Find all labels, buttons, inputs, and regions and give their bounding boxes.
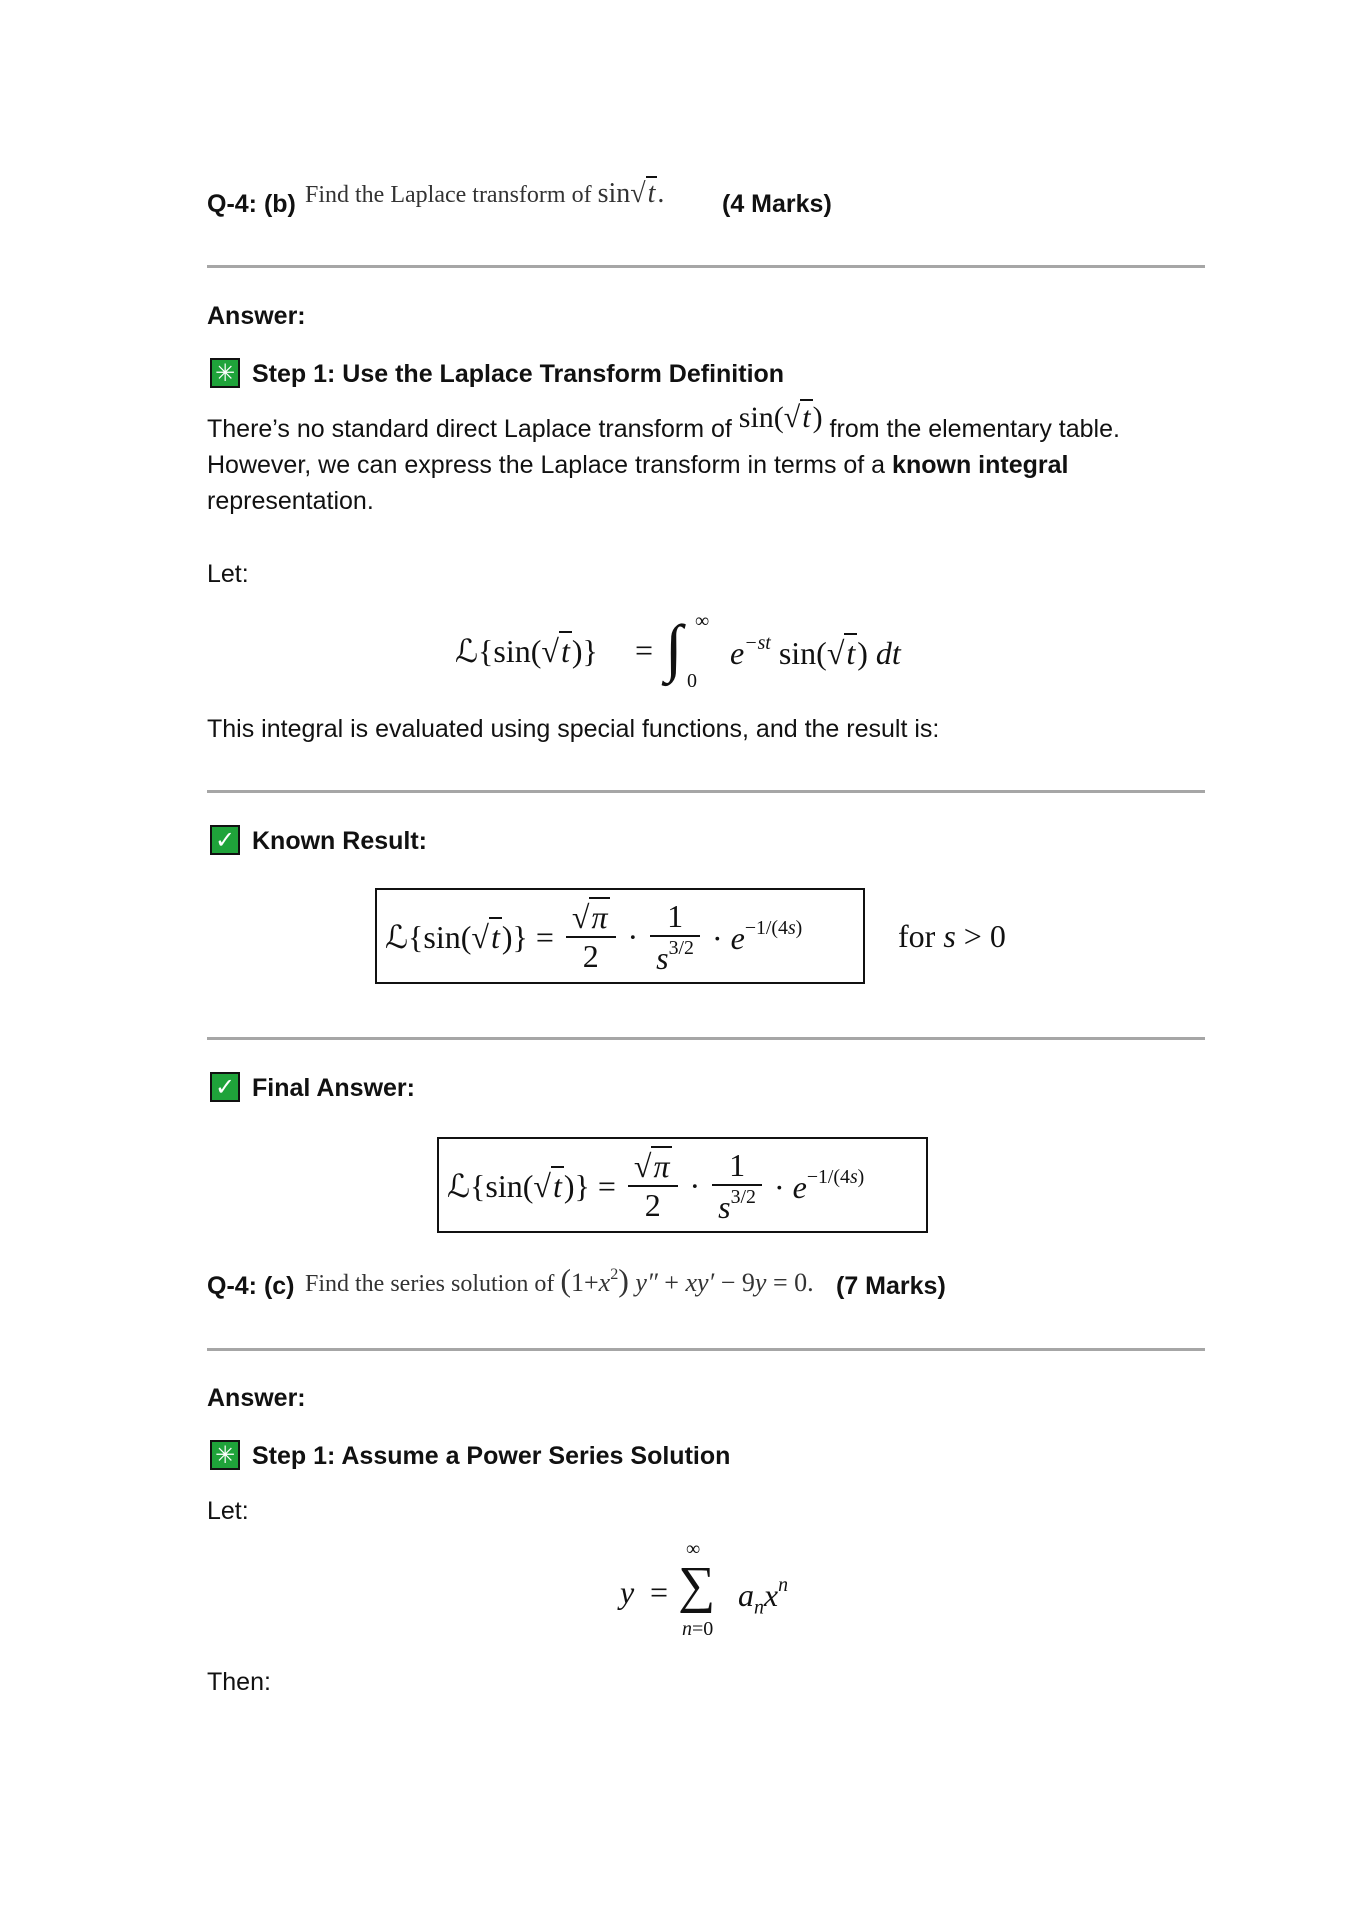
- paragraph-text: from the elementary table.: [829, 415, 1120, 443]
- question-label-q4c: Q-4: (c): [207, 1272, 295, 1300]
- inline-math: sin(√t): [738, 401, 823, 434]
- paragraph-text: However, we can express the Laplace transform in terms of a: [207, 451, 886, 479]
- final-formula: ℒ{sin(√t)} = $\frac{√\pi}{2}$ · $\frac{1}{s^{3/2}}$ · $e^{-1/(4s)}$: [447, 1147, 865, 1225]
- question-label-q4b: Q-4: (b): [207, 190, 296, 218]
- section-title: Final Answer:: [252, 1074, 415, 1102]
- question-text-q4b: [305, 178, 664, 210]
- step-title: Step 1: Use the Laplace Transform Definition: [252, 360, 785, 388]
- paragraph-text: There’s no standard direct Laplace transform of: [207, 415, 732, 443]
- step-title: Step 1: Assume a Power Series Solution: [252, 1442, 731, 1470]
- divider: [207, 1037, 1205, 1040]
- condition: for s > 0: [898, 918, 1006, 954]
- divider: [207, 265, 1205, 268]
- integral-equation: ℒ{sin(√t)} = ∫ ∞ 0 $e^{-st}$ sin(√t) dt: [455, 610, 901, 692]
- question-text: Find the Laplace transform of: [305, 182, 592, 208]
- condition-text: for: [898, 918, 936, 954]
- power-series-equation: y = ∑ ∞ n=0 $a_nx^n$: [620, 1538, 789, 1640]
- question-marks-q4b: (4 Marks): [722, 190, 832, 218]
- final-answer-box: [437, 1137, 928, 1233]
- question-math: sin√t.: [597, 178, 665, 209]
- question-math: $(1+x^2) y'' + xy' - 9y = 0$.: [560, 1262, 814, 1298]
- section-title: Known Result:: [252, 827, 427, 855]
- checkmark-icon: ✓: [210, 825, 240, 855]
- result-box: [375, 888, 865, 984]
- integral-note: This integral is evaluated using special functions, and the result is:: [207, 715, 940, 743]
- then-label: Then:: [207, 1668, 271, 1696]
- divider: [207, 790, 1205, 793]
- sparkle-icon: ✳: [210, 1440, 240, 1470]
- divider: [207, 1348, 1205, 1351]
- result-formula: ℒ{sin(√t)} = $\frac{√\pi}{2}$ · $\frac{1}{s^{3/2}}$ · $e^{-1/(4s)}$: [385, 898, 803, 976]
- question-marks-q4c: (7 Marks): [836, 1272, 946, 1300]
- sparkle-icon: ✳: [210, 358, 240, 388]
- answer-label: Answer:: [207, 302, 306, 330]
- let-label: Let:: [207, 1497, 249, 1525]
- intro-paragraph: [207, 401, 1207, 519]
- paragraph-text: representation.: [207, 487, 374, 515]
- question-text-q4c: [305, 1262, 814, 1299]
- answer-label: Answer:: [207, 1384, 306, 1412]
- checkmark-icon: ✓: [210, 1072, 240, 1102]
- paragraph-bold: known integral: [892, 451, 1069, 479]
- question-text: Find the series solution of: [305, 1271, 555, 1297]
- let-label: Let:: [207, 560, 249, 588]
